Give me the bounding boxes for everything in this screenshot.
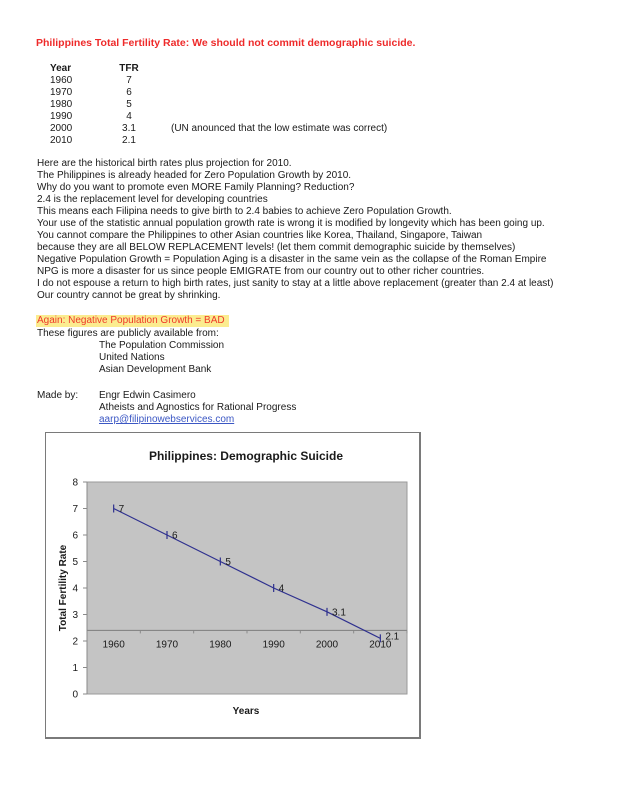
data-label: 6 — [172, 530, 178, 542]
paragraph-line: NPG is more a disaster for us since people EMIGRATE from our country out to other richer countries. — [37, 266, 485, 277]
source-item: The Population Commission — [99, 340, 225, 351]
email-link[interactable]: aarp@filipinowebservices.com — [99, 414, 235, 425]
y-tick-label: 8 — [72, 477, 78, 489]
y-axis-label: Total Fertility Rate — [58, 544, 69, 632]
x-tick-label: 1970 — [155, 639, 179, 651]
cell-tfr: 7 — [126, 75, 132, 86]
y-axis — [72, 478, 87, 701]
paragraph-line: The Philippines is already headed for Zero Population Growth by 2010. — [37, 170, 352, 181]
source-item: United Nations — [99, 352, 165, 363]
paragraph-line: 2.4 is the replacement level for developing countries — [37, 194, 268, 205]
x-axis-label: Years — [232, 706, 260, 717]
source-item: Asian Development Bank — [99, 364, 212, 375]
paragraph-line: I do not espouse a return to high birth rates, just sanity to stay at a little above replacement (greater than 2.4 at least) — [37, 278, 554, 289]
y-tick-label: 0 — [72, 689, 78, 701]
cell-year: 1990 — [50, 111, 73, 122]
paragraph-line: This means each Filipina needs to give birth to 2.4 babies to achieve Zero Population Growth. — [37, 206, 452, 217]
cell-tfr: 6 — [126, 87, 132, 98]
cell-year: 2000 — [50, 123, 73, 134]
sources-intro: These figures are publicly available from: — [37, 328, 219, 339]
cell-note: (UN anounced that the low estimate was correct) — [171, 123, 388, 134]
cell-tfr: 3.1 — [122, 123, 136, 134]
data-label: 5 — [225, 557, 231, 568]
chart-title: Philippines: Demographic Suicide — [148, 449, 344, 463]
x-tick-label: 1990 — [262, 639, 285, 651]
y-tick-label: 3 — [72, 610, 78, 621]
x-tick-label: 1980 — [209, 639, 232, 651]
cell-year: 1960 — [50, 75, 73, 86]
page-heading: Philippines Total Fertility Rate: We should not commit demographic suicide. — [36, 37, 416, 49]
x-tick-label: 1960 — [102, 639, 125, 651]
x-tick-label: 2010 — [369, 639, 392, 651]
y-tick-label: 1 — [72, 663, 78, 674]
organization-name: Atheists and Agnostics for Rational Progress — [99, 402, 297, 413]
paragraph-line: You cannot compare the Philippines to other Asian countries like Korea, Thailand, Singapore, Taiwan — [37, 230, 483, 241]
y-tick-label: 2 — [72, 636, 78, 648]
data-label: 3.1 — [332, 607, 346, 619]
y-tick-label: 4 — [72, 583, 78, 595]
x-tick-label: 2000 — [315, 639, 339, 651]
paragraph-line: Here are the historical birth rates plus projection for 2010. — [37, 158, 292, 169]
highlighted-statement: Again: Negative Population Growth = BAD — [36, 315, 229, 327]
cell-tfr: 5 — [126, 99, 132, 110]
data-label: 7 — [118, 504, 125, 515]
col-header-year: Year — [50, 63, 72, 74]
y-tick-label: 5 — [72, 557, 78, 568]
cell-year: 1980 — [50, 99, 73, 110]
cell-tfr: 4 — [126, 111, 132, 122]
paragraph-line: because they are all BELOW REPLACEMENT levels! (let them commit demographic suicide by themselves) — [37, 242, 516, 253]
col-header-tfr: TFR — [119, 63, 139, 74]
paragraph-line: Our country cannot be great by shrinking. — [37, 290, 221, 301]
plot-area — [87, 482, 407, 694]
cell-tfr: 2.1 — [122, 135, 136, 146]
paragraph-line: Negative Population Growth = Population Aging is a disaster in the same vein as the collapse of the Roman Empire — [37, 254, 547, 265]
author-name: Engr Edwin Casimero — [99, 390, 196, 401]
y-tick-label: 6 — [72, 530, 78, 542]
data-label: 2.1 — [385, 631, 400, 643]
credits-label: Made by: — [37, 390, 79, 401]
paragraph-line: Your use of the statistic annual population growth rate is wrong it is modified by longevity which has been going up. — [37, 218, 545, 229]
cell-year: 1970 — [50, 87, 73, 98]
y-tick-label: 7 — [72, 504, 78, 515]
cell-year: 2010 — [50, 135, 73, 146]
paragraph-line: Why do you want to promote even MORE Family Planning? Reduction? — [37, 182, 355, 193]
data-label: 4 — [278, 583, 285, 595]
